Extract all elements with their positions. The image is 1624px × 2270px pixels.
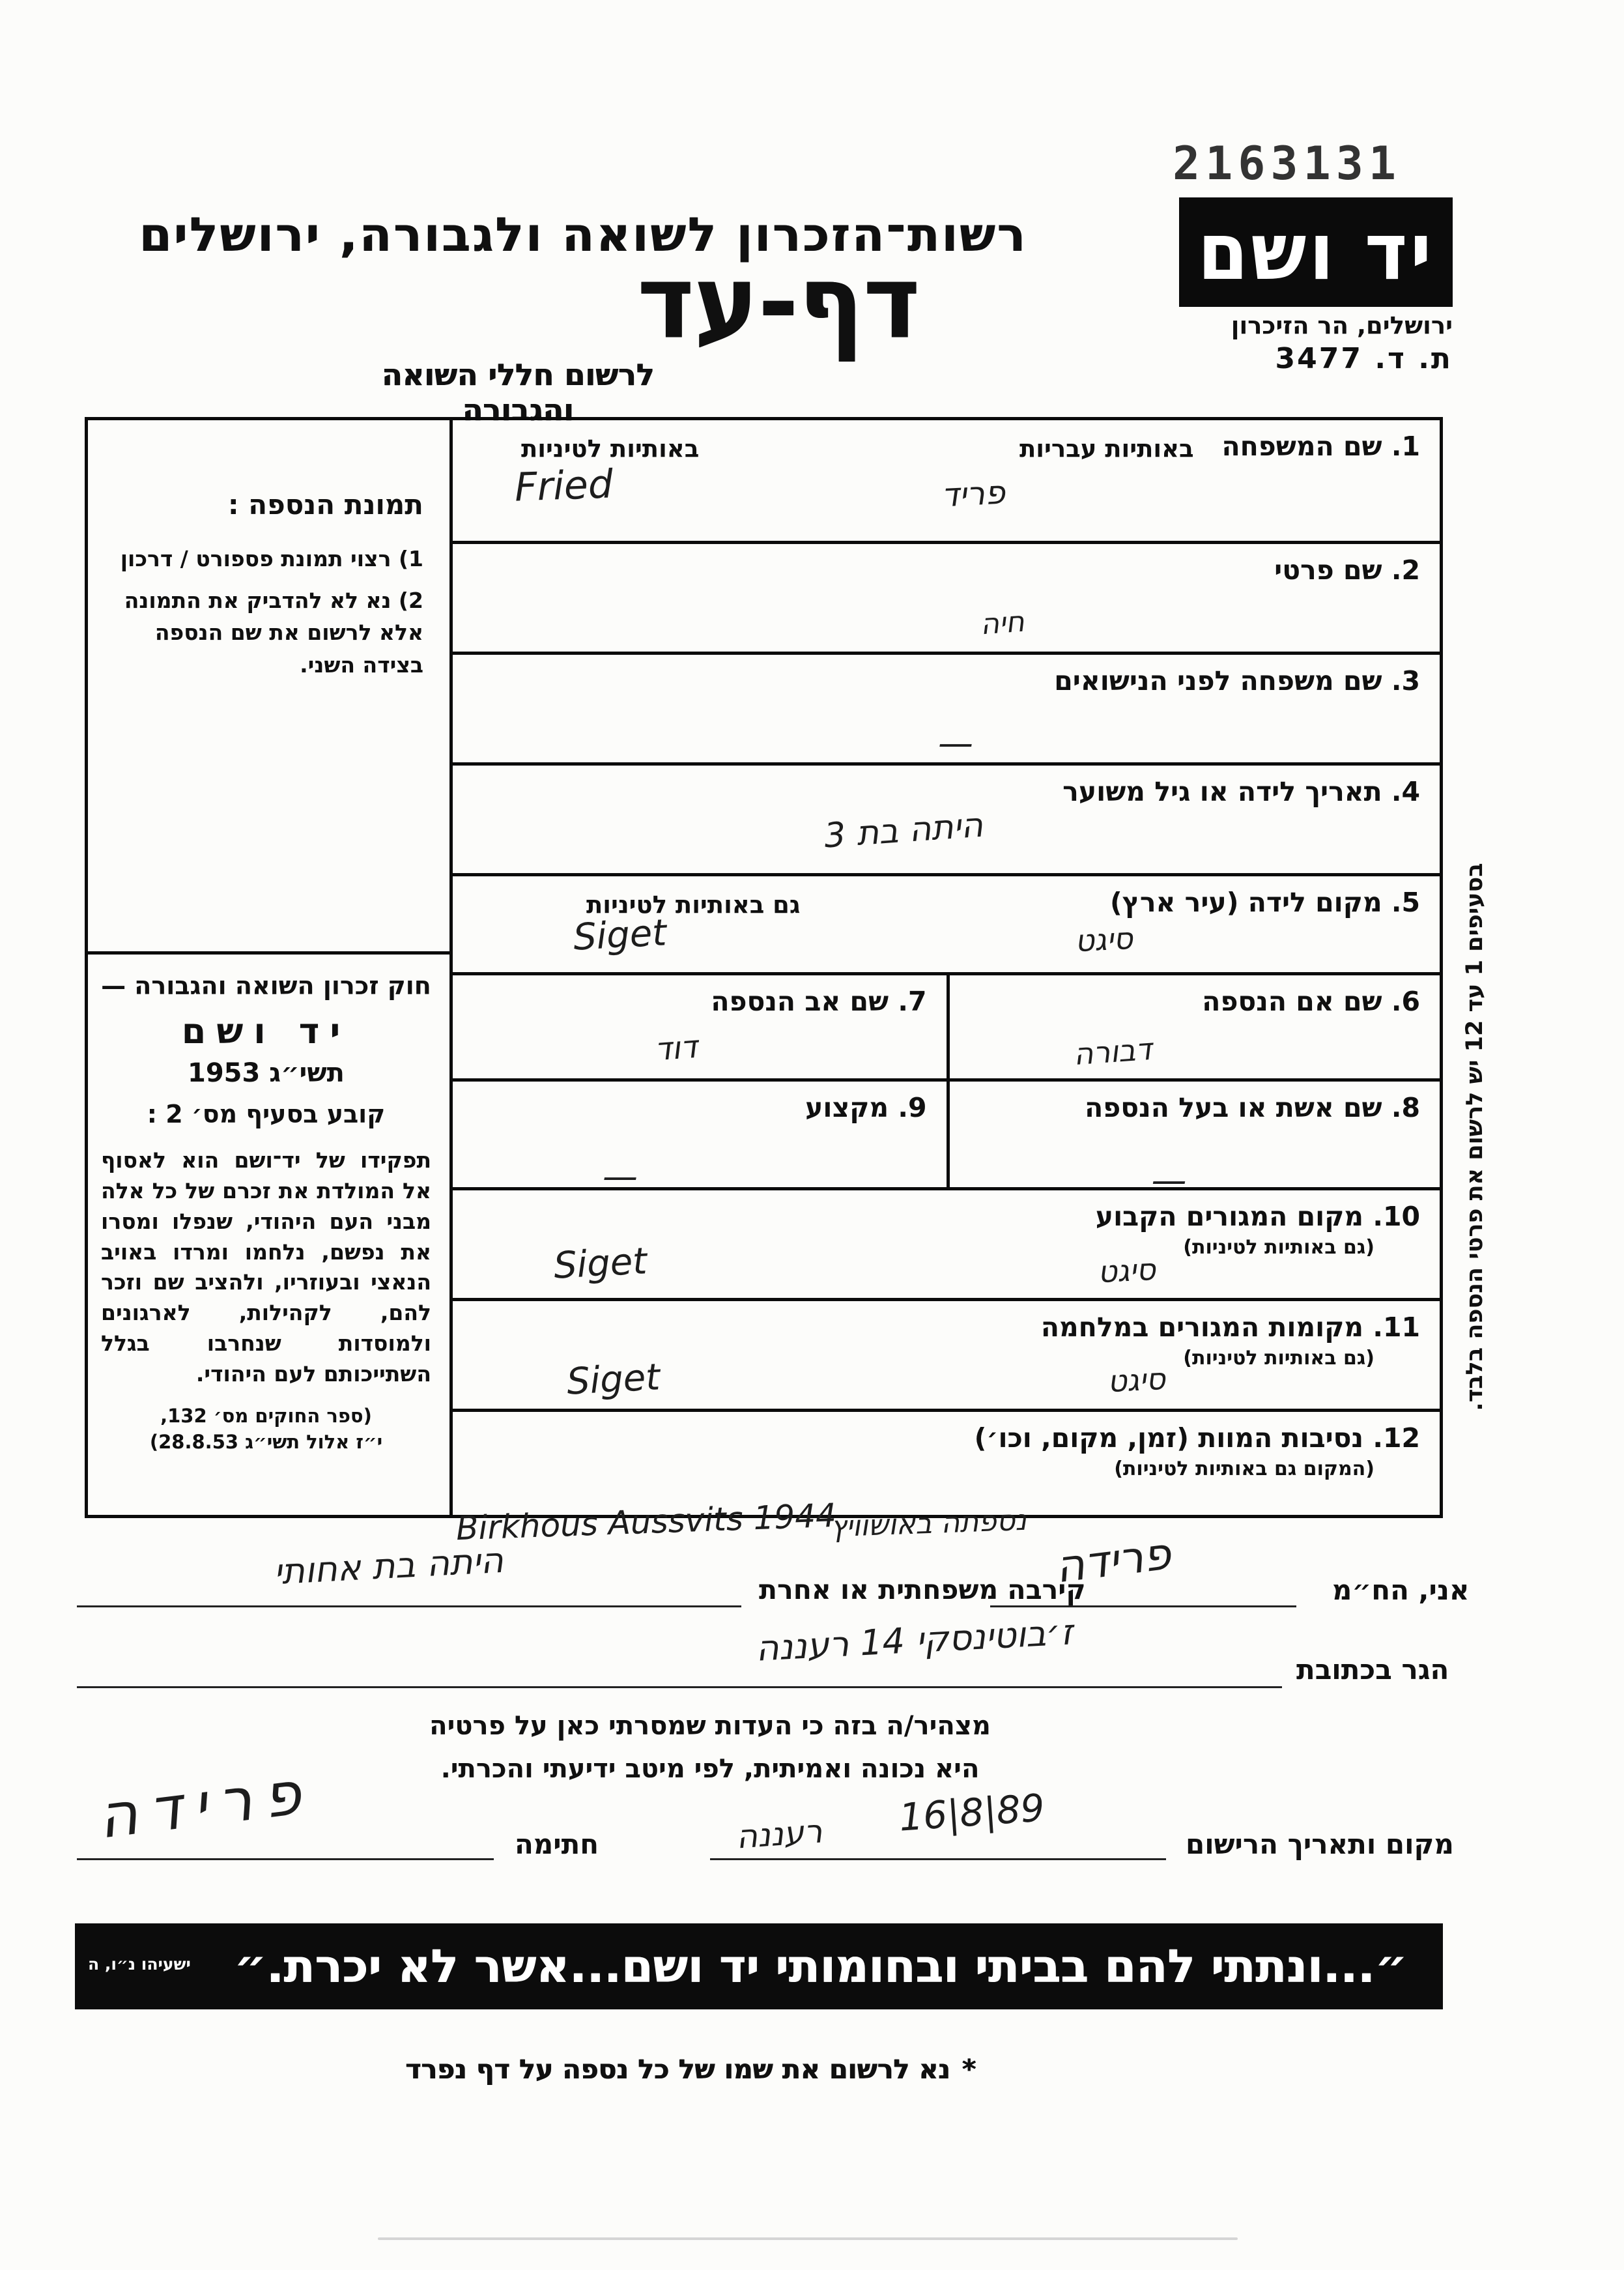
field-row-maiden-name bbox=[453, 655, 1440, 766]
field-row-wartime-residence bbox=[453, 1301, 1440, 1412]
field-row-birth-date bbox=[453, 766, 1440, 876]
serial-number: 2163131 bbox=[1173, 137, 1402, 190]
handwriting-birth-place-latin: Siget bbox=[572, 912, 668, 959]
field-3-label: 3. שם משפחה לפני הנישואים bbox=[1054, 665, 1420, 697]
logo-text: יד ושם bbox=[1197, 206, 1434, 298]
handwriting-residence-latin: Siget bbox=[552, 1240, 648, 1287]
law-body-text: תפקידו של יד־ושם הוא לאסוף אל המולדת את זכרם של כל אלה מבני העם היהודי, שנפלו ומסרו את נפשם, נלחמו ומרדו באויב הנאצי ובעוזריו, ולהציב שם וזכר להם, לקהילות, לארגונים ולמוסדות שנחרבו בגלל השתייכותם לעם היהודי. bbox=[101, 1147, 431, 1387]
quote-banner bbox=[75, 1923, 1443, 2009]
law-clause: קובע בסעיף מס׳ 2 : bbox=[147, 1100, 386, 1128]
handwriting-first-name: חיה bbox=[979, 605, 1026, 642]
handwriting-family-name-hebrew: פריד bbox=[940, 473, 1006, 515]
handwriting-birth-place-hebrew: סיגט bbox=[1074, 920, 1134, 959]
fields-column bbox=[449, 420, 1440, 1548]
field-8-label: 8. שם אשת או בעל הנספה bbox=[1085, 1092, 1420, 1123]
document-title: דף-עד bbox=[637, 243, 920, 362]
field-10-label: 10. מקום המגורים הקבוע bbox=[1095, 1201, 1420, 1232]
photo-box-title: תמונת הנספה : bbox=[227, 489, 423, 521]
handwriting-mother-name: דבורה bbox=[1072, 1031, 1153, 1072]
law-citation-line1: (ספר החוקים מס׳ 132, bbox=[160, 1404, 372, 1427]
logo-address bbox=[1179, 311, 1453, 375]
handwriting-wartime-residence-hebrew: סיגט bbox=[1106, 1360, 1167, 1400]
handwriting-birth-date: היתה בת 3 bbox=[823, 805, 984, 856]
field-row-family-name bbox=[453, 420, 1440, 544]
handwriting-undersigned-name: פרידה bbox=[1052, 1528, 1174, 1594]
field-11-sublabel: (גם באותיות לטיניות) bbox=[1183, 1347, 1375, 1370]
field-4-label: 4. תאריך לידה או גיל משוער bbox=[1062, 776, 1420, 807]
photo-instruction-2: 2) נא לא להדביק את התמונה אלא לרשום את שם הנספה בצידה השני. bbox=[124, 587, 423, 678]
margin-instruction-note: בסעיפים 1 עד 12 יש לרשום את פרטי הנספה בלבד. bbox=[1462, 863, 1488, 1411]
document-subtitle: לרשום חללי השואה והגבורה bbox=[381, 357, 655, 427]
field-12-label: 12. נסיבות המוות (זמן, מקום, וכו׳) bbox=[974, 1422, 1420, 1454]
banner-quote-text: ״...ונתתי להם בביתי ובחומותי יד ושם...אשר לא יכרת.״ bbox=[234, 1940, 1407, 1993]
law-citation bbox=[101, 1403, 431, 1456]
handwriting-wartime-residence-latin: Siget bbox=[565, 1356, 661, 1403]
field-7-cell bbox=[453, 975, 947, 1078]
law-citation-line2: י״ז אלול תשי״ג 28.8.53) bbox=[149, 1431, 383, 1454]
field-10-sublabel: (גם באותיות לטיניות) bbox=[1183, 1236, 1375, 1259]
handwriting-profession-dash: — bbox=[603, 1156, 638, 1197]
law-heading: חוק זכרון השואה והגבורה — bbox=[101, 971, 431, 1000]
field-row-first-name bbox=[453, 544, 1440, 655]
photo-instructions-box bbox=[88, 420, 449, 951]
field-12-sublabel: (המקום גם באותיות לטיניות) bbox=[1114, 1458, 1375, 1480]
left-column bbox=[88, 420, 449, 1515]
handwriting-address: ז׳בוטינסקי 14 רעננה bbox=[754, 1611, 1074, 1669]
field-row-permanent-residence bbox=[453, 1190, 1440, 1301]
form-main-box bbox=[85, 417, 1443, 1548]
handwriting-registration-date: 16|8|89 bbox=[897, 1785, 1046, 1840]
declaration-statement-line2: היא נכונה ואמיתית, לפי מיטב ידיעתי והכרתי. bbox=[440, 1754, 980, 1784]
address-label: הגר בכתובת bbox=[1296, 1654, 1449, 1686]
field-2-label: 2. שם פרטי bbox=[1274, 554, 1420, 586]
field-9-label: 9. מקצוע bbox=[805, 1092, 927, 1123]
field-5-sublabel-latin: גם באותיות לטיניות bbox=[586, 891, 801, 919]
underline-undersigned bbox=[990, 1605, 1296, 1607]
underline-signature bbox=[77, 1858, 494, 1860]
declaration-statement-line1: מצהיר/ה בזה כי העדות שמסרתי כאן על פרטיה bbox=[429, 1711, 991, 1741]
law-year: תשי״ג 1953 bbox=[188, 1058, 345, 1088]
place-date-label: מקום ותאריך הרישום bbox=[1186, 1828, 1454, 1860]
law-name: יד ושם bbox=[181, 1011, 351, 1052]
handwriting-relation: היתה בת אחותי bbox=[272, 1539, 505, 1593]
handwriting-spouse-dash: — bbox=[1151, 1160, 1187, 1201]
handwriting-death-place-hebrew: נספתה באושוויץ bbox=[830, 1503, 1027, 1544]
relation-label: קירבה משפחתית או אחרת bbox=[759, 1574, 1086, 1605]
footnote-asterisk: * bbox=[962, 2054, 976, 2085]
field-row-death-circumstances bbox=[453, 1412, 1440, 1548]
law-box bbox=[88, 951, 449, 1515]
field-7-label: 7. שם אב הנספה bbox=[711, 986, 927, 1017]
handwriting-death-place-latin: Birkhous Aussvits 1944 bbox=[455, 1496, 837, 1548]
handwriting-father-name: דוד bbox=[653, 1028, 699, 1069]
field-1-label: 1. שם המשפחה bbox=[1221, 431, 1420, 462]
field-11-label: 11. מקומות המגורים במלחמה bbox=[1040, 1312, 1420, 1343]
field-8-cell bbox=[947, 1082, 1440, 1201]
signature-label: חתימה bbox=[515, 1828, 599, 1860]
underline-address bbox=[77, 1686, 1282, 1688]
handwriting-family-name-latin: Fried bbox=[513, 461, 614, 511]
footnote-text: נא לרשום את שמו של כל נספה על דף נפרד bbox=[405, 2054, 950, 2085]
logo-pob: ת. ד. 3477 bbox=[1275, 342, 1453, 375]
handwriting-residence-hebrew: סיגט bbox=[1096, 1251, 1157, 1290]
field-6-label: 6. שם אם הנספה bbox=[1202, 986, 1420, 1017]
handwriting-registration-place: רעננה bbox=[735, 1812, 824, 1856]
scan-artifact-line bbox=[378, 2237, 1238, 2240]
underline-relation bbox=[77, 1605, 741, 1607]
field-5-label: 5. מקום לידה (עיר ארץ) bbox=[1109, 887, 1420, 918]
field-1-sublabel-latin: באותיות לטיניות bbox=[521, 435, 700, 463]
footnote bbox=[365, 2054, 1016, 2085]
authority-title: רשות־הזכרון לשואה ולגבורה, ירושלים bbox=[139, 207, 1027, 262]
field-row-spouse-profession bbox=[453, 1082, 1440, 1201]
handwriting-signature: פרידה bbox=[94, 1757, 317, 1852]
yad-vashem-logo bbox=[1179, 197, 1453, 307]
undersigned-label: אני, הח״מ bbox=[1332, 1574, 1470, 1606]
field-row-birth-place bbox=[453, 876, 1440, 975]
logo-city: ירושלים, הר הזיכרון bbox=[1231, 311, 1453, 339]
field-6-cell bbox=[947, 975, 1440, 1078]
field-1-sublabel-hebrew: באותיות עבריות bbox=[1019, 435, 1194, 463]
field-9-cell bbox=[453, 1082, 947, 1197]
underline-place-date bbox=[710, 1858, 1166, 1860]
handwriting-maiden-name-dash: — bbox=[938, 723, 973, 764]
field-row-parents bbox=[453, 975, 1440, 1082]
banner-quote-source: ישעיהו נ״ו, ה bbox=[88, 1955, 191, 1974]
photo-instruction-1: 1) רצוי תמונת פספורט / דרכון bbox=[120, 546, 423, 571]
